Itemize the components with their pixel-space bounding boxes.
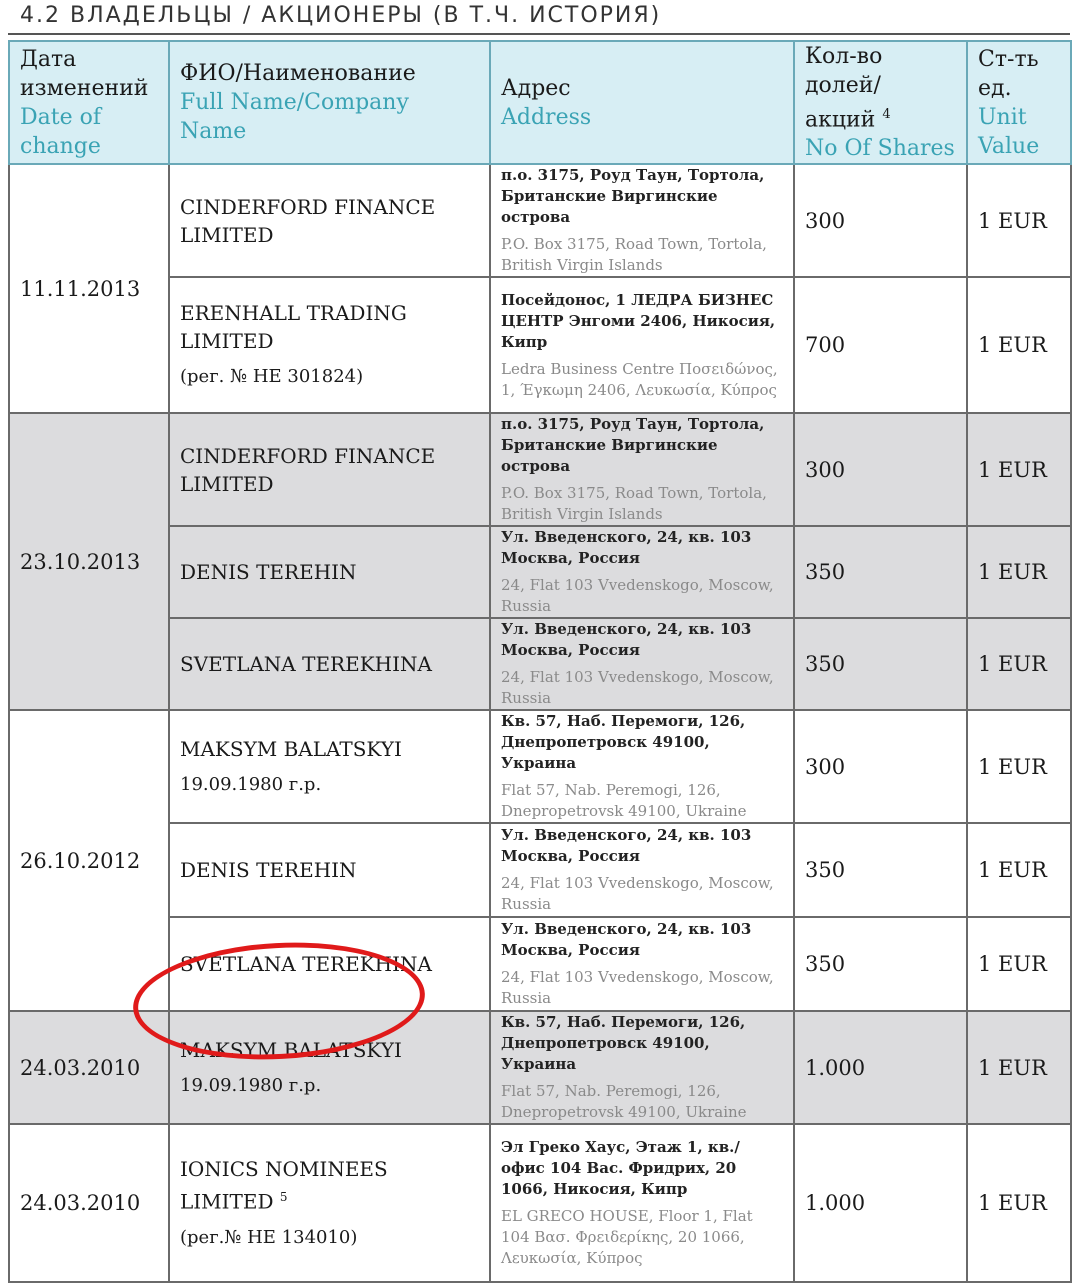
change-date: 11.11.2013 <box>9 164 169 413</box>
owner-name: IONICS NOMINEES LIMITED <box>180 1157 388 1214</box>
address-en: 24, Flat 103 Vvedenskogo, Moscow, Russia <box>501 668 774 708</box>
table-row <box>9 526 1071 618</box>
address-en: 24, Flat 103 Vvedenskogo, Moscow, Russia <box>501 576 774 616</box>
unit-value: 1 EUR <box>967 526 1071 618</box>
shares-count: 300 <box>794 413 967 526</box>
owner-name-cell <box>169 618 490 710</box>
address-cell <box>490 277 794 413</box>
address-cell <box>490 618 794 710</box>
address-ru: Посейдонос, 1 ЛЕДРА БИЗНЕС ЦЕНТР Энгоми 2406, Никосия, Кипр <box>501 290 776 351</box>
owner-footnote: 5 <box>279 1190 288 1204</box>
unit-value: 1 EUR <box>967 1011 1071 1124</box>
table-row <box>9 413 1071 526</box>
address-cell <box>490 917 794 1011</box>
address-ru: Кв. 57, Наб. Перемоги, 126, Днепропетровск 49100, Украина <box>501 1013 746 1074</box>
address-ru: Ул. Введенского, 24, кв. 103 Москва, Россия <box>501 826 752 866</box>
header-name <box>169 41 490 164</box>
shares-count: 700 <box>794 277 967 413</box>
owner-name: DENIS TEREHIN <box>180 858 357 883</box>
change-date: 24.03.2010 <box>9 1011 169 1124</box>
shares-count: 1.000 <box>794 1124 967 1282</box>
table-row <box>9 1011 1071 1124</box>
change-date: 23.10.2013 <box>9 413 169 710</box>
table-header-row <box>9 41 1071 164</box>
header-date-ru: Дата изменений <box>20 46 149 101</box>
header-unit-ru: Ст-ть ед. <box>978 46 1039 101</box>
address-en: EL GRECO HOUSE, Floor 1, Flat 104 Βασ. Φρειδερίκης, 20 1066, Λευκωσία, Κύπρος <box>501 1207 753 1268</box>
address-en: P.O. Box 3175, Road Town, Tortola, British Virgin Islands <box>501 235 767 275</box>
header-shares-footnote: 4 <box>882 107 891 122</box>
address-cell <box>490 164 794 277</box>
owner-name-cell <box>169 823 490 917</box>
shares-count: 350 <box>794 526 967 618</box>
header-name-ru: ФИО/Наименование <box>180 61 416 87</box>
table-row <box>9 164 1071 277</box>
unit-value: 1 EUR <box>967 710 1071 823</box>
owner-name: ERENHALL TRADING LIMITED <box>180 301 407 354</box>
change-date: 24.03.2010 <box>9 1124 169 1282</box>
address-en: 24, Flat 103 Vvedenskogo, Moscow, Russia <box>501 874 774 914</box>
unit-value: 1 EUR <box>967 823 1071 917</box>
owner-reg: (рег.№ HE 134010) <box>180 1226 358 1248</box>
address-en: Flat 57, Nab. Peremogi, 126, Dnepropetrovsk 49100, Ukraine <box>501 781 747 821</box>
owner-name-cell <box>169 1011 490 1124</box>
header-address-en: Address <box>501 104 592 130</box>
owner-name: MAKSYM BALATSKYI <box>180 736 402 761</box>
unit-value: 1 EUR <box>967 1124 1071 1282</box>
change-date: 26.10.2012 <box>9 710 169 1011</box>
address-ru: Ул. Введенского, 24, кв. 103 Москва, Россия <box>501 620 752 660</box>
unit-value: 1 EUR <box>967 164 1071 277</box>
header-shares-ru: Кол-во долей/ акций $^4$ <box>805 44 891 133</box>
address-en: Flat 57, Nab. Peremogi, 126, Dnepropetrovsk 49100, Ukraine <box>501 1082 747 1122</box>
owner-reg: 19.09.1980 г.р. <box>180 773 322 795</box>
address-cell <box>490 823 794 917</box>
address-ru: Ул. Введенского, 24, кв. 103 Москва, Россия <box>501 920 752 960</box>
owner-name: CINDERFORD FINANCE LIMITED <box>180 443 436 496</box>
owner-name: SVETLANA TEREKHINA <box>180 952 432 977</box>
shares-count: 350 <box>794 823 967 917</box>
owner-name-cell <box>169 164 490 277</box>
address-ru: п.о. 3175, Роуд Таун, Тортола, Британские Виргинские острова <box>501 166 765 227</box>
owner-name: CINDERFORD FINANCE LIMITED <box>180 194 436 247</box>
owner-name-cell <box>169 413 490 526</box>
address-en: P.O. Box 3175, Road Town, Tortola, British Virgin Islands <box>501 484 767 524</box>
header-date-en: Date of change <box>20 104 101 159</box>
shares-count: 1.000 <box>794 1011 967 1124</box>
unit-value: 1 EUR <box>967 618 1071 710</box>
address-ru: п.о. 3175, Роуд Таун, Тортола, Британские Виргинские острова <box>501 415 765 476</box>
owner-name-cell <box>169 277 490 413</box>
header-address <box>490 41 794 164</box>
shares-count: 300 <box>794 710 967 823</box>
header-unit <box>967 41 1071 164</box>
owner-name-cell <box>169 917 490 1011</box>
table-row <box>9 823 1071 917</box>
shares-count: 300 <box>794 164 967 277</box>
shares-count: 350 <box>794 917 967 1011</box>
address-ru: Эл Греко Хаус, Этаж 1, кв./офис 104 Вас. Фридрих, 20 1066, Никосия, Кипр <box>501 1138 740 1199</box>
owner-name-cell <box>169 710 490 823</box>
table-row <box>9 618 1071 710</box>
address-cell <box>490 526 794 618</box>
owner-reg: (рег. № HE 301824) <box>180 366 364 388</box>
heading-rule <box>8 33 1070 35</box>
address-en: 24, Flat 103 Vvedenskogo, Moscow, Russia <box>501 968 774 1008</box>
address-ru: Кв. 57, Наб. Перемоги, 126, Днепропетровск 49100, Украина <box>501 712 746 773</box>
header-date <box>9 41 169 164</box>
address-cell <box>490 413 794 526</box>
shares-count: 350 <box>794 618 967 710</box>
table-row <box>9 710 1071 823</box>
owner-name: SVETLANA TEREKHINA <box>180 652 432 677</box>
address-cell <box>490 710 794 823</box>
header-shares <box>794 41 967 164</box>
header-shares-en: No Of Shares <box>805 136 955 162</box>
table-row <box>9 917 1071 1011</box>
owner-reg: 19.09.1980 г.р. <box>180 1074 322 1096</box>
owner-name-cell <box>169 1124 490 1282</box>
header-unit-en: Unit Value <box>978 104 1040 159</box>
shareholders-table <box>8 40 1072 1283</box>
owner-name: MAKSYM BALATSKYI <box>180 1037 402 1062</box>
header-name-en: Full Name/Company Name <box>180 90 409 145</box>
owner-name: DENIS TEREHIN <box>180 560 357 585</box>
address-cell <box>490 1011 794 1124</box>
address-ru: Ул. Введенского, 24, кв. 103 Москва, Россия <box>501 528 752 568</box>
table-row <box>9 277 1071 413</box>
header-address-ru: Адрес <box>501 75 571 101</box>
owner-name-cell <box>169 526 490 618</box>
section-heading: 4.2 ВЛАДЕЛЬЦЫ / АКЦИОНЕРЫ (В Т.Ч. ИСТОРИЯ) <box>20 3 662 28</box>
unit-value: 1 EUR <box>967 277 1071 413</box>
unit-value: 1 EUR <box>967 917 1071 1011</box>
address-cell <box>490 1124 794 1282</box>
table-row <box>9 1124 1071 1282</box>
address-en: Ledra Business Centre Ποσειδώνος, 1, Έγκωμη 2406, Λευκωσία, Κύπρος <box>501 359 778 399</box>
unit-value: 1 EUR <box>967 413 1071 526</box>
